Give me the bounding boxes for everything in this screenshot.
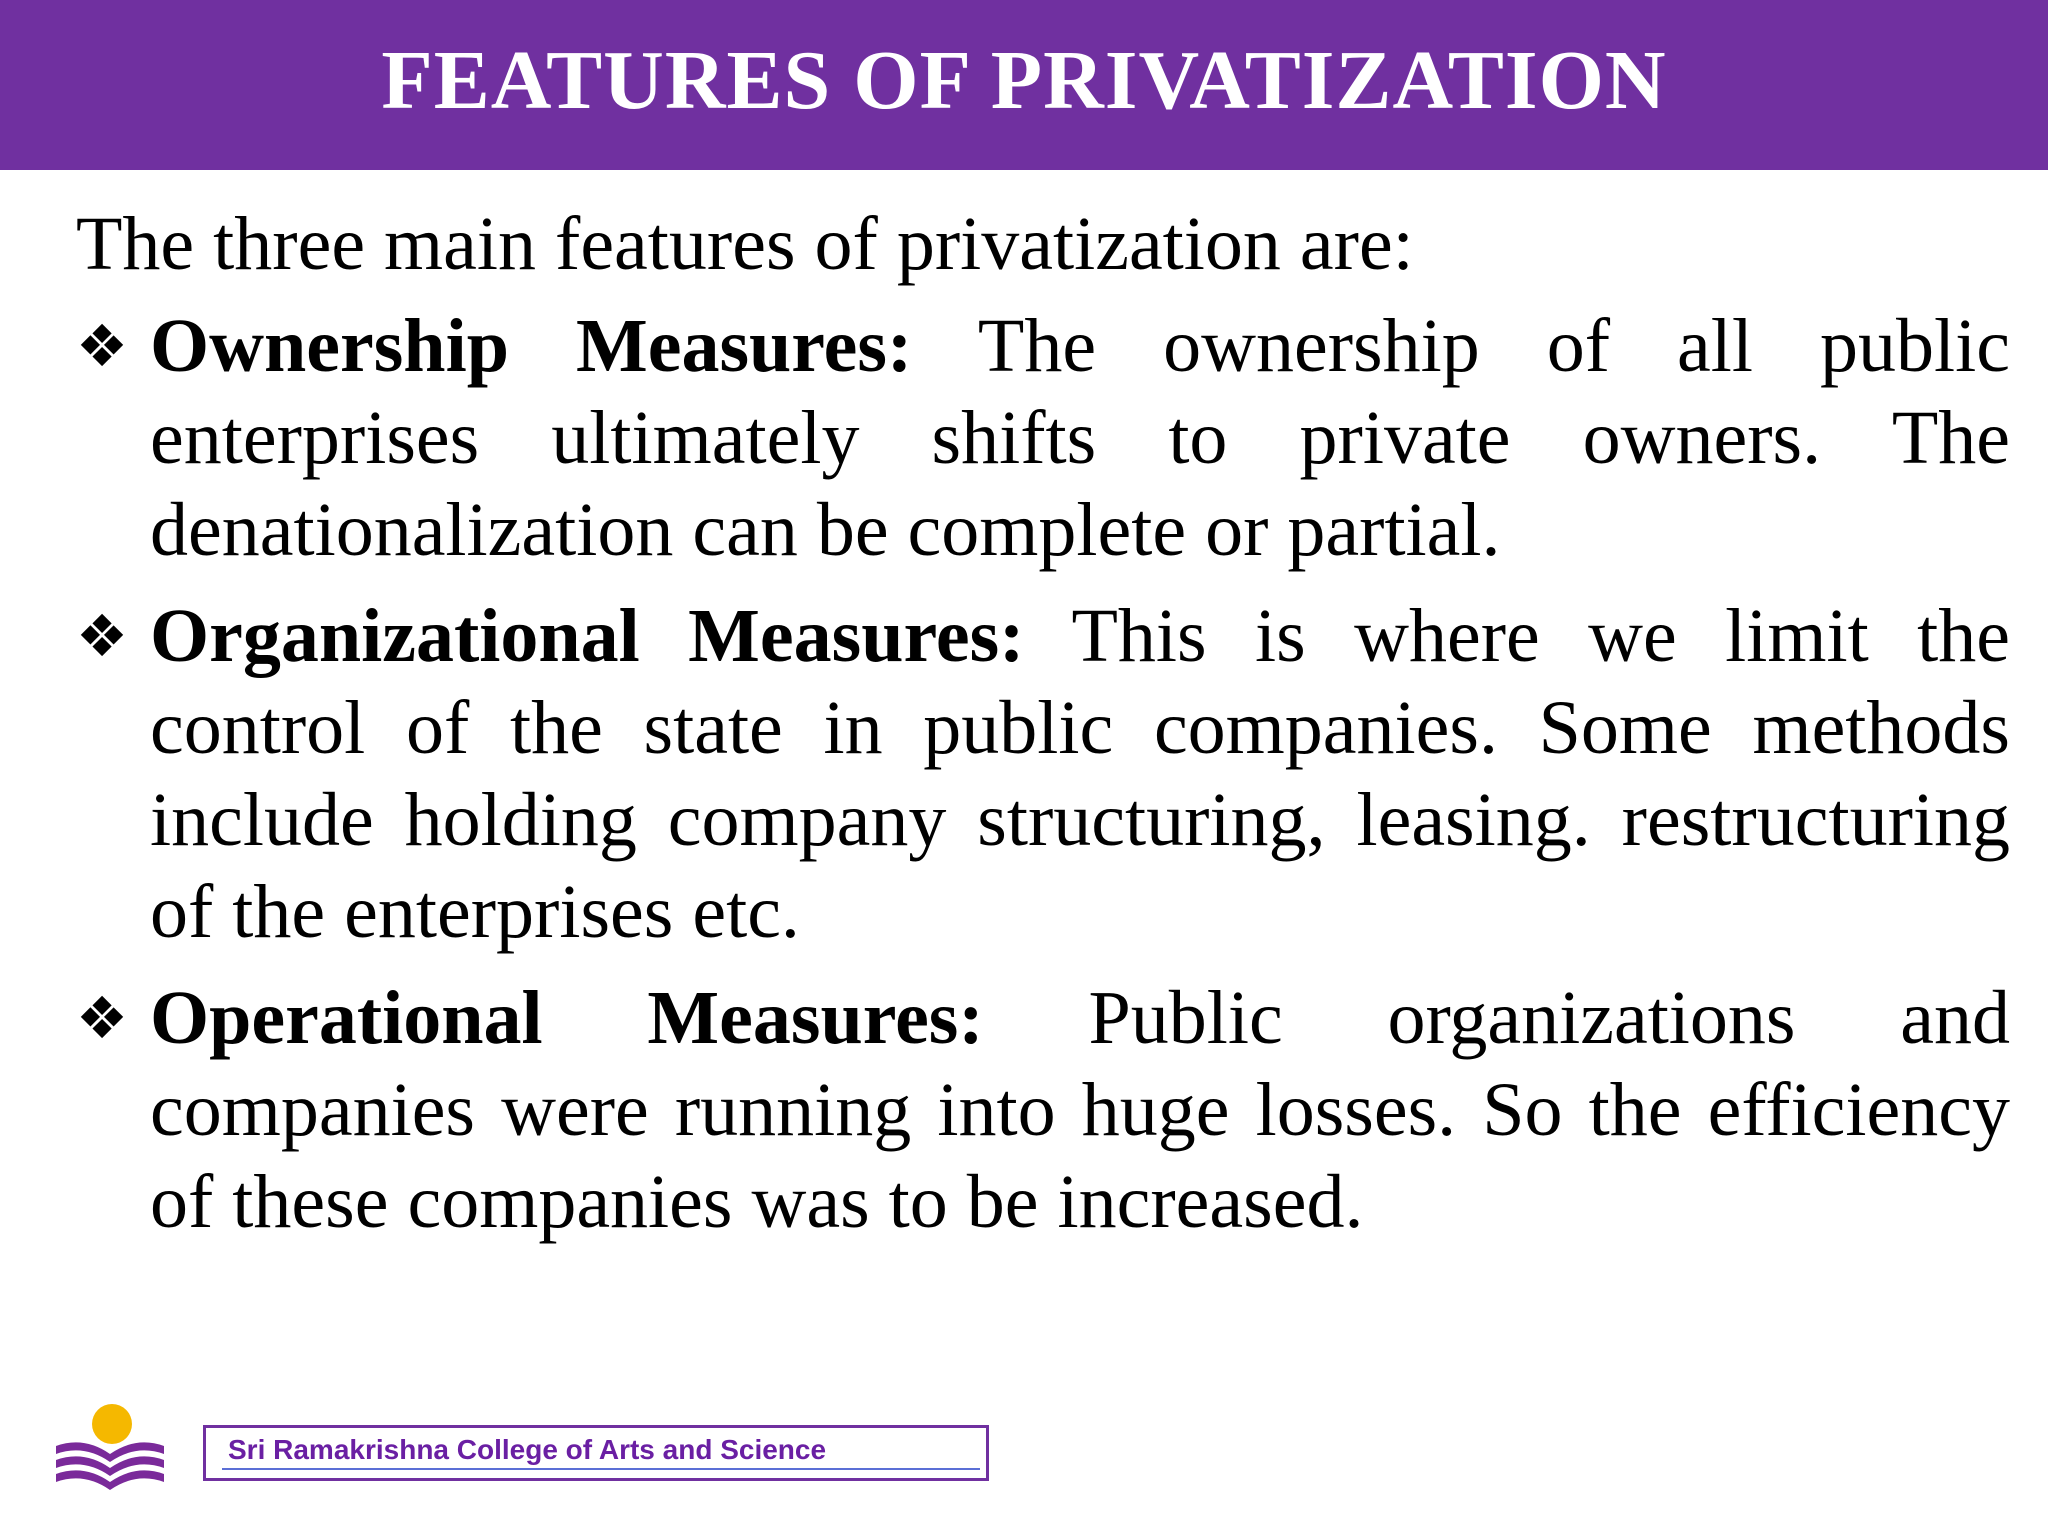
banner-underline (222, 1468, 980, 1470)
slide-content (76, 198, 2010, 1248)
intro-text: The three main features of privatization are: (76, 202, 1414, 286)
diamond-bullet-icon: ❖ (76, 602, 128, 670)
institution-banner (203, 1425, 989, 1481)
bullet-text: Public organizations and companies were running into huge losses. So the efficiency of these companies was to be increased. (150, 976, 2010, 1244)
college-logo-icon (50, 1400, 170, 1500)
bullet-text: This is where we limit the control of the state in public companies. Some methods include holding company structuring, leasing. restructuring of the enterprises etc. (150, 594, 2010, 954)
bullet-heading: Ownership Measures: (150, 304, 913, 388)
slide-title: FEATURES OF PRIVATIZATION (381, 34, 1667, 127)
institution-name: Sri Ramakrishna College of Arts and Science (228, 1434, 827, 1465)
bullet-heading: Organizational Measures: (150, 594, 1025, 678)
bullet-operational-measures (76, 972, 2010, 1248)
bullet-ownership-measures (76, 300, 2010, 576)
bullet-text: The ownership of all public enterprises ultimately shifts to private owners. The denationalization can be complete or partial. (150, 304, 2010, 572)
diamond-bullet-icon: ❖ (76, 312, 128, 380)
bullet-heading: Operational Measures: (150, 976, 984, 1060)
bullet-organizational-measures (76, 590, 2010, 958)
diamond-bullet-icon: ❖ (76, 984, 128, 1052)
title-bar (0, 0, 2048, 170)
